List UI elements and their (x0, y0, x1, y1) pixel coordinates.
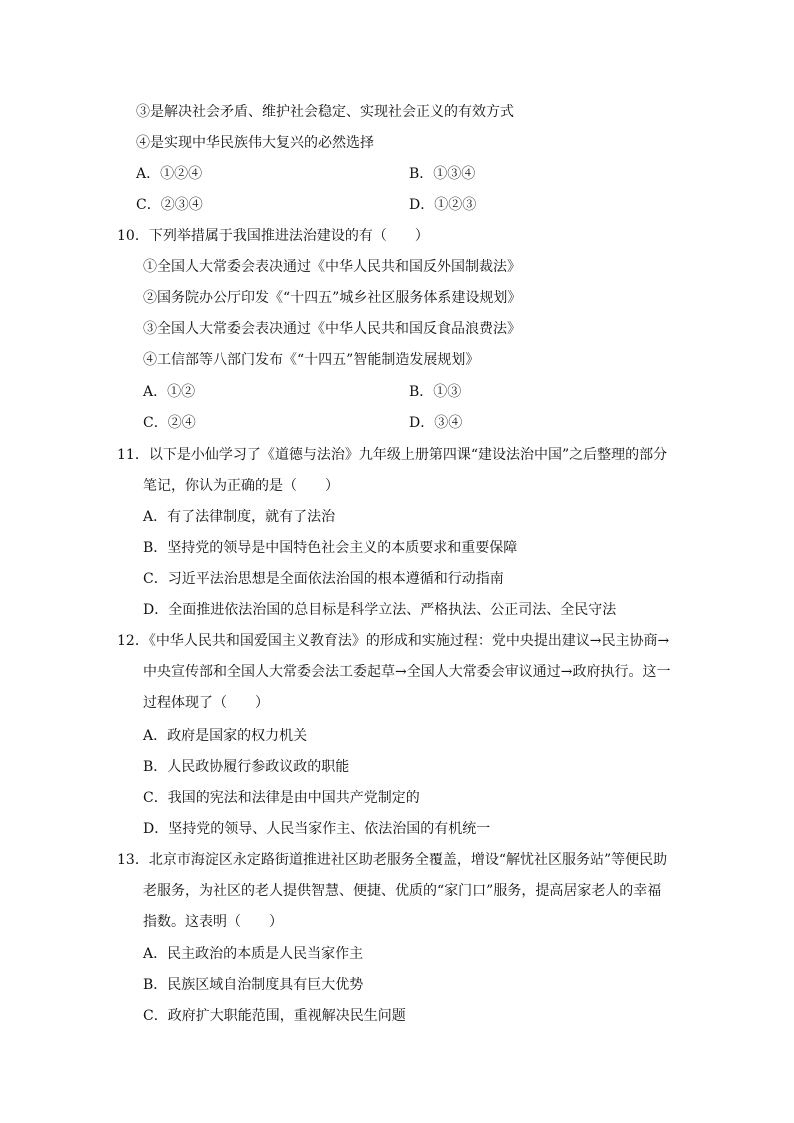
q12-option-d[interactable]: D．坚持党的领导、人民当家作主、依法治国的有机统一 (143, 821, 491, 837)
q11-option-d[interactable]: D．全面推进依法治国的总目标是科学立法、严格执法、公正司法、全民守法 (143, 602, 617, 618)
q12-option-c[interactable]: C．我国的宪法和法律是由中国共产党制定的 (143, 790, 420, 806)
q9-option-b[interactable]: B．①③④ (409, 166, 476, 182)
q11-option-b[interactable]: B．坚持党的领导是中国特色社会主义的本质要求和重要保障 (143, 540, 518, 556)
q9-option-c[interactable]: C．②③④ (136, 197, 203, 213)
q10-option-b[interactable]: B．①③ (409, 384, 462, 400)
q10-statement-1: ①全国人大常委会表决通过《中华人民共和国反外国制裁法》 (143, 259, 521, 275)
q10-statement-2: ②国务院办公厅印发《“十四五”城乡社区服务体系建设规划》 (143, 290, 522, 306)
q11-option-a[interactable]: A．有了法律制度，就有了法治 (143, 509, 336, 525)
q13-stem-line-2: 老服务，为社区的老人提供智慧、便捷、优质的“家门口”服务，提高居家老人的幸福 (143, 883, 662, 899)
q10-option-c[interactable]: C．②④ (143, 415, 196, 431)
q12-stem-line-1: 12．《中华人民共和国爱国主义教育法》的形成和实施过程：党中央提出建议→民主协商→ (117, 633, 670, 649)
q11-stem-line-2: 笔记，你认为正确的是（ ） (143, 478, 339, 494)
q13-stem-line-3: 指数。这表明（ ） (143, 914, 283, 930)
q13-stem-line-1: 13．北京市海淀区永定路街道推进社区助老服务全覆盖，增设“解忧社区服务站”等便民助 (117, 852, 668, 868)
q10-stem: 10．下列举措属于我国推进法治建设的有（ ） (117, 228, 429, 244)
q10-statement-4: ④工信部等八部门发布《“十四五”智能制造发展规划》 (143, 352, 480, 368)
q12-stem-line-2: 中央宣传部和全国人大常委会法工委起草→全国人大常委会审议通过→政府执行。这一 (143, 664, 671, 680)
q13-option-a[interactable]: A．民主政治的本质是人民当家作主 (143, 946, 364, 962)
q9-option-a[interactable]: A．①②④ (136, 166, 203, 182)
q9-option-d[interactable]: D．①②③ (409, 197, 477, 213)
q11-stem-line-1: 11．以下是小仙学习了《道德与法治》九年级上册第四课“建设法治中国”之后整理的部分 (117, 447, 668, 463)
q10-option-a[interactable]: A．①② (143, 384, 196, 400)
q13-option-c[interactable]: C．政府扩大职能范围，重视解决民生问题 (143, 1008, 406, 1024)
q13-option-b[interactable]: B．民族区域自治制度具有巨大优势 (143, 977, 364, 993)
q10-statement-3: ③全国人大常委会表决通过《中华人民共和国反食品浪费法》 (143, 321, 521, 337)
q12-option-b[interactable]: B．人民政协履行参政议政的职能 (143, 759, 350, 775)
q12-stem-line-3: 过程体现了（ ） (143, 695, 269, 711)
q12-option-a[interactable]: A．政府是国家的权力机关 (143, 728, 308, 744)
q9-statement-4: ④是实现中华民族伟大复兴的必然选择 (136, 135, 374, 151)
q9-statement-3: ③是解决社会矛盾、维护社会稳定、实现社会正义的有效方式 (136, 104, 514, 120)
q10-option-d[interactable]: D．③④ (409, 415, 463, 431)
q11-option-c[interactable]: C．习近平法治思想是全面依法治国的根本遵循和行动指南 (143, 571, 504, 587)
